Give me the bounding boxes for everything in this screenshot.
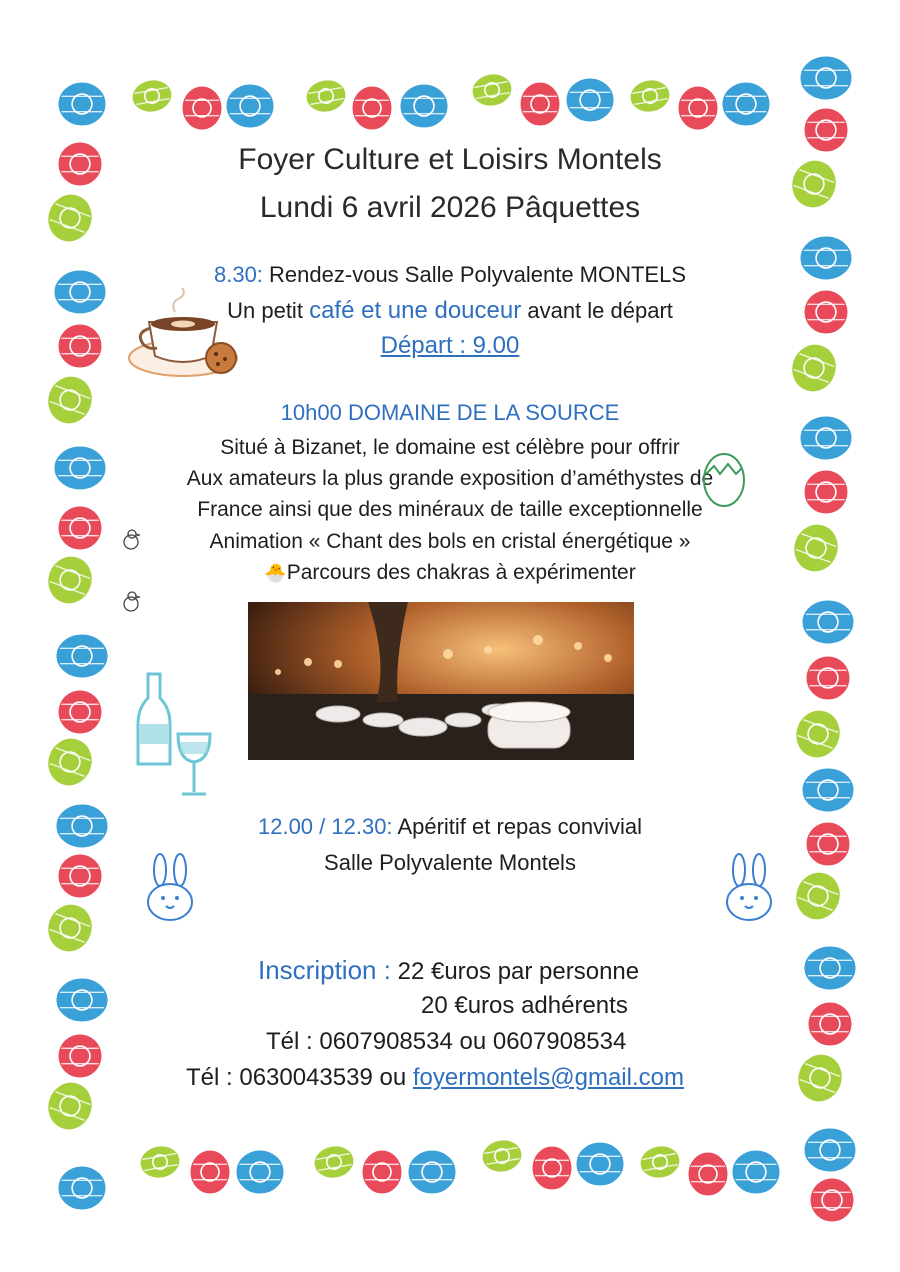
bunny-icon (144, 852, 196, 924)
easter-egg-icon (58, 1166, 106, 1210)
easter-egg-icon (470, 71, 515, 109)
phone-line-1: Tél : 0607908534 ou 0607908534 (266, 1028, 627, 1055)
meal-line (0, 814, 900, 840)
easter-egg-icon (190, 1150, 230, 1194)
easter-egg-icon (638, 1143, 683, 1181)
easter-egg-icon (182, 86, 222, 130)
easter-egg-icon (532, 1146, 572, 1190)
email-link[interactable]: foyermontels@gmail.com (412, 1064, 684, 1091)
easter-egg-icon (304, 77, 349, 115)
visit-line-5-text: Parcours des chakras à expérimenter (286, 561, 636, 584)
easter-egg-icon (732, 1150, 780, 1194)
visit-line-5 (0, 561, 900, 585)
easter-egg-icon (312, 1143, 357, 1181)
easter-egg-icon (791, 1048, 849, 1108)
easter-egg-icon (58, 82, 106, 126)
coffee-highlight: café et une douceur (309, 297, 522, 324)
easter-egg-icon (400, 84, 448, 128)
easter-egg-icon (802, 768, 854, 812)
coffee-suffix: avant le départ (527, 298, 673, 323)
crystal-bowls-photo (248, 602, 634, 760)
easter-egg-icon (236, 1150, 284, 1194)
event-organizer-title: Foyer Culture et Loisirs Montels (238, 143, 662, 176)
easter-egg-icon (808, 1002, 852, 1046)
easter-egg-icon (41, 898, 99, 958)
visit-line-3: France ainsi que des minéraux de taille exceptionnelle (197, 498, 703, 521)
easter-egg-icon (804, 946, 856, 990)
easter-egg-icon (480, 1137, 525, 1175)
easter-egg-icon (804, 1128, 856, 1172)
easter-egg-icon (362, 1150, 402, 1194)
easter-egg-icon (58, 1034, 102, 1078)
meal-place: Salle Polyvalente Montels (324, 850, 576, 875)
visit-line-1: Situé à Bizanet, le domaine est célèbre pour offrir (220, 436, 680, 459)
easter-egg-icon (789, 704, 847, 764)
coffee-prefix: Un petit (227, 298, 303, 323)
visit-line-2: Aux amateurs la plus grande exposition d’améthystes de (186, 467, 714, 490)
chick-icon (120, 590, 142, 614)
registration-line-1 (258, 955, 639, 986)
easter-egg-icon (56, 978, 108, 1022)
easter-egg-icon (41, 1076, 99, 1136)
easter-egg-icon (800, 56, 852, 100)
easter-egg-icon (688, 1152, 728, 1196)
event-date-title: Lundi 6 avril 2026 Pâquettes (259, 191, 641, 224)
coffee-cup-icon (125, 288, 245, 384)
easter-egg-icon (576, 1142, 624, 1186)
easter-egg-icon (408, 1150, 456, 1194)
easter-egg-icon (138, 1143, 183, 1181)
wine-bottle-and-glass-icon (130, 668, 216, 800)
easter-egg-icon (58, 690, 102, 734)
easter-egg-icon (56, 634, 108, 678)
easter-egg-icon (41, 732, 99, 792)
easter-egg-icon (628, 77, 673, 115)
cracked-egg-icon (700, 440, 748, 510)
easter-egg-icon (806, 656, 850, 700)
meal-title: Apéritif et repas convivial (397, 814, 643, 839)
registration-label: Inscription : (258, 955, 391, 985)
easter-egg-icon (722, 82, 770, 126)
easter-egg-icon (678, 86, 718, 130)
easter-egg-icon (520, 82, 560, 126)
price-members: 20 €uros adhérents (421, 992, 628, 1019)
meal-time: 12.00 / 12.30: (257, 814, 393, 839)
price-per-person: 22 €uros par personne (397, 958, 640, 985)
easter-egg-icon (226, 84, 274, 128)
chick-icon: 🐣 (264, 563, 287, 583)
visit-line-4: Animation « Chant des bols en cristal énergétique » (209, 530, 691, 553)
departure-time: Départ : 9.00 (380, 332, 520, 359)
meeting-line (0, 262, 900, 288)
meeting-place: Rendez-vous Salle Polyvalente MONTELS (269, 262, 687, 287)
phone-line-2: Tél : 0630043539 ou (186, 1064, 407, 1091)
chick-icon (120, 528, 142, 552)
easter-egg-icon (566, 78, 614, 122)
easter-egg-icon (810, 1178, 854, 1222)
phone-email-line (186, 1064, 684, 1092)
easter-egg-icon (352, 86, 392, 130)
easter-egg-icon (802, 600, 854, 644)
easter-egg-icon (130, 77, 175, 115)
bunny-icon (723, 852, 775, 924)
visit-heading: 10h00 DOMAINE DE LA SOURCE (280, 400, 620, 425)
meeting-time: 8.30: (213, 262, 263, 287)
